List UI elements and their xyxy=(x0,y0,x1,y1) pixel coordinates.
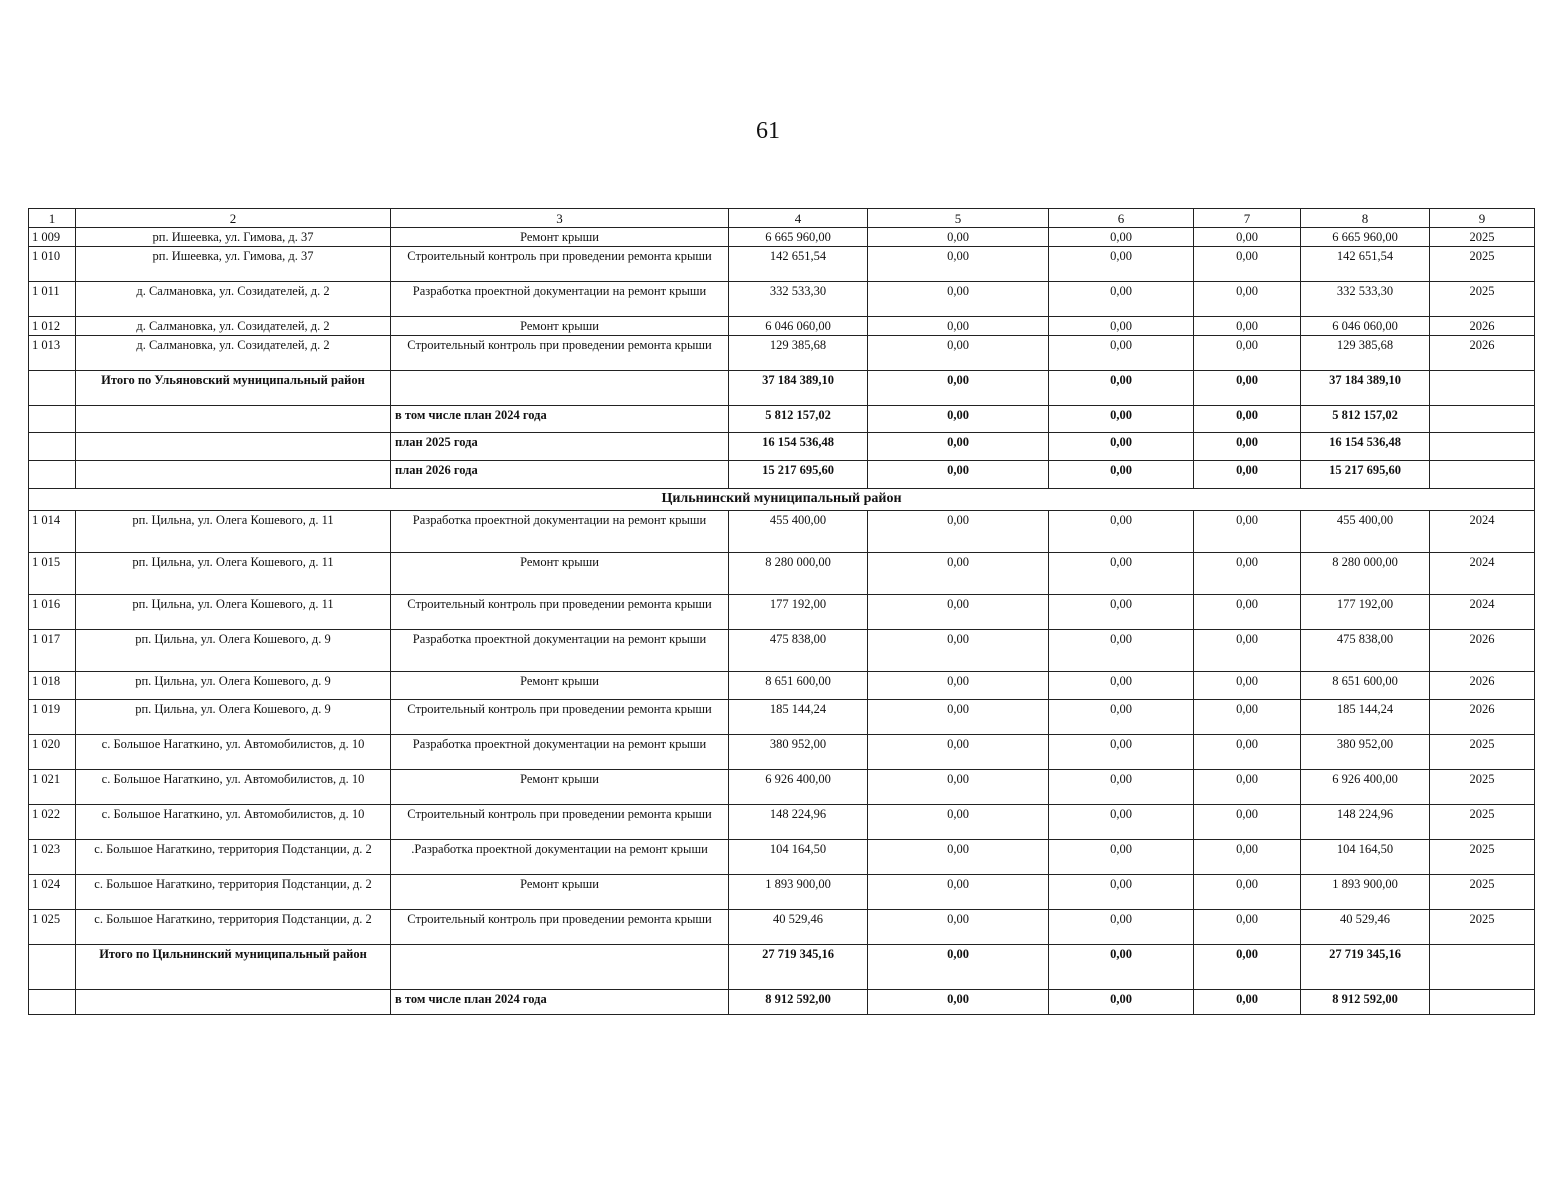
year xyxy=(1430,461,1535,489)
year xyxy=(1430,990,1535,1015)
subtotal-row xyxy=(29,406,1535,433)
year: 2025 xyxy=(1430,805,1535,840)
col-7-value: 0,00 xyxy=(1194,336,1301,371)
col-8-value: 37 184 389,10 xyxy=(1301,371,1430,406)
work-type xyxy=(391,371,729,406)
col-4-value: 5 812 157,02 xyxy=(729,406,868,433)
object-address: Итого по Цильнинский муниципальный район xyxy=(76,945,391,990)
row-number xyxy=(29,433,76,461)
year: 2025 xyxy=(1430,282,1535,317)
col-6-value: 0,00 xyxy=(1049,630,1194,672)
col-5-value: 0,00 xyxy=(868,461,1049,489)
col-5-value: 0,00 xyxy=(868,282,1049,317)
year: 2024 xyxy=(1430,553,1535,595)
row-number: 1 021 xyxy=(29,770,76,805)
col-5-value: 0,00 xyxy=(868,840,1049,875)
col-6-value: 0,00 xyxy=(1049,805,1194,840)
col-5-value: 0,00 xyxy=(868,371,1049,406)
work-type: Строительный контроль при проведении ремонта крыши xyxy=(391,336,729,371)
col-6-value: 0,00 xyxy=(1049,371,1194,406)
section-title: Цильнинский муниципальный район xyxy=(29,489,1535,511)
year: 2025 xyxy=(1430,770,1535,805)
total-row xyxy=(29,371,1535,406)
col-5-value: 0,00 xyxy=(868,990,1049,1015)
year: 2026 xyxy=(1430,672,1535,700)
table-row xyxy=(29,317,1535,336)
row-number: 1 016 xyxy=(29,595,76,630)
year: 2025 xyxy=(1430,840,1535,875)
col-7-value: 0,00 xyxy=(1194,433,1301,461)
col-5-value: 0,00 xyxy=(868,228,1049,247)
col-5-value: 0,00 xyxy=(868,945,1049,990)
col-6-value: 0,00 xyxy=(1049,228,1194,247)
col-5-value: 0,00 xyxy=(868,336,1049,371)
col-5-value: 0,00 xyxy=(868,595,1049,630)
table-row xyxy=(29,840,1535,875)
col-4-value: 8 912 592,00 xyxy=(729,990,868,1015)
work-type: Разработка проектной документации на ремонт крыши xyxy=(391,511,729,553)
col-7-value: 0,00 xyxy=(1194,945,1301,990)
col-4-value: 16 154 536,48 xyxy=(729,433,868,461)
col-6-value: 0,00 xyxy=(1049,461,1194,489)
row-number: 1 024 xyxy=(29,875,76,910)
row-number: 1 015 xyxy=(29,553,76,595)
col-5-value: 0,00 xyxy=(868,406,1049,433)
table-row xyxy=(29,553,1535,595)
work-type: Ремонт крыши xyxy=(391,770,729,805)
col-4-value: 6 665 960,00 xyxy=(729,228,868,247)
col-5-value: 0,00 xyxy=(868,630,1049,672)
col-6-value: 0,00 xyxy=(1049,700,1194,735)
col-7-value: 0,00 xyxy=(1194,406,1301,433)
row-number: 1 014 xyxy=(29,511,76,553)
work-type: в том числе план 2024 года xyxy=(391,990,729,1015)
work-type: Ремонт крыши xyxy=(391,228,729,247)
year xyxy=(1430,406,1535,433)
col-6-value: 0,00 xyxy=(1049,735,1194,770)
work-type: .Разработка проектной документации на ремонт крыши xyxy=(391,840,729,875)
col-7-value: 0,00 xyxy=(1194,247,1301,282)
col-8-value: 5 812 157,02 xyxy=(1301,406,1430,433)
col-4-value: 177 192,00 xyxy=(729,595,868,630)
column-number: 9 xyxy=(1430,209,1535,228)
col-8-value: 15 217 695,60 xyxy=(1301,461,1430,489)
work-type: Ремонт крыши xyxy=(391,553,729,595)
col-6-value: 0,00 xyxy=(1049,990,1194,1015)
object-address: рп. Цильна, ул. Олега Кошевого, д. 11 xyxy=(76,595,391,630)
col-4-value: 380 952,00 xyxy=(729,735,868,770)
subtotal-row xyxy=(29,990,1535,1015)
object-address: с. Большое Нагаткино, ул. Автомобилистов, д. 10 xyxy=(76,735,391,770)
col-8-value: 6 665 960,00 xyxy=(1301,228,1430,247)
table-row xyxy=(29,630,1535,672)
row-number xyxy=(29,461,76,489)
object-address xyxy=(76,406,391,433)
row-number: 1 011 xyxy=(29,282,76,317)
year: 2025 xyxy=(1430,247,1535,282)
column-number: 4 xyxy=(729,209,868,228)
work-type: план 2026 года xyxy=(391,461,729,489)
year: 2025 xyxy=(1430,910,1535,945)
year: 2025 xyxy=(1430,735,1535,770)
section-header-row xyxy=(29,489,1535,511)
col-8-value: 6 926 400,00 xyxy=(1301,770,1430,805)
object-address: рп. Цильна, ул. Олега Кошевого, д. 11 xyxy=(76,511,391,553)
col-8-value: 475 838,00 xyxy=(1301,630,1430,672)
col-4-value: 37 184 389,10 xyxy=(729,371,868,406)
col-8-value: 6 046 060,00 xyxy=(1301,317,1430,336)
col-7-value: 0,00 xyxy=(1194,317,1301,336)
col-6-value: 0,00 xyxy=(1049,672,1194,700)
table-row xyxy=(29,228,1535,247)
col-7-value: 0,00 xyxy=(1194,553,1301,595)
row-number: 1 025 xyxy=(29,910,76,945)
col-4-value: 15 217 695,60 xyxy=(729,461,868,489)
col-6-value: 0,00 xyxy=(1049,282,1194,317)
col-6-value: 0,00 xyxy=(1049,336,1194,371)
table-row xyxy=(29,910,1535,945)
row-number: 1 020 xyxy=(29,735,76,770)
object-address: рп. Цильна, ул. Олега Кошевого, д. 9 xyxy=(76,630,391,672)
col-7-value: 0,00 xyxy=(1194,511,1301,553)
col-7-value: 0,00 xyxy=(1194,630,1301,672)
year: 2024 xyxy=(1430,595,1535,630)
col-6-value: 0,00 xyxy=(1049,840,1194,875)
work-type: Строительный контроль при проведении ремонта крыши xyxy=(391,700,729,735)
col-7-value: 0,00 xyxy=(1194,910,1301,945)
col-8-value: 8 912 592,00 xyxy=(1301,990,1430,1015)
col-4-value: 148 224,96 xyxy=(729,805,868,840)
row-number: 1 012 xyxy=(29,317,76,336)
col-5-value: 0,00 xyxy=(868,805,1049,840)
column-number: 8 xyxy=(1301,209,1430,228)
col-4-value: 129 385,68 xyxy=(729,336,868,371)
col-4-value: 8 651 600,00 xyxy=(729,672,868,700)
col-4-value: 104 164,50 xyxy=(729,840,868,875)
column-number: 5 xyxy=(868,209,1049,228)
work-type: Строительный контроль при проведении ремонта крыши xyxy=(391,247,729,282)
year xyxy=(1430,433,1535,461)
col-8-value: 332 533,30 xyxy=(1301,282,1430,317)
year xyxy=(1430,371,1535,406)
object-address: с. Большое Нагаткино, территория Подстанции, д. 2 xyxy=(76,875,391,910)
col-5-value: 0,00 xyxy=(868,700,1049,735)
object-address xyxy=(76,461,391,489)
roof-repair-plan-table xyxy=(28,208,1535,1015)
year: 2026 xyxy=(1430,630,1535,672)
table-row xyxy=(29,700,1535,735)
col-8-value: 380 952,00 xyxy=(1301,735,1430,770)
col-7-value: 0,00 xyxy=(1194,672,1301,700)
col-7-value: 0,00 xyxy=(1194,595,1301,630)
row-number: 1 010 xyxy=(29,247,76,282)
col-5-value: 0,00 xyxy=(868,433,1049,461)
object-address: рп. Ишеевка, ул. Гимова, д. 37 xyxy=(76,247,391,282)
col-6-value: 0,00 xyxy=(1049,247,1194,282)
work-type: план 2025 года xyxy=(391,433,729,461)
row-number: 1 022 xyxy=(29,805,76,840)
col-8-value: 40 529,46 xyxy=(1301,910,1430,945)
object-address: д. Салмановка, ул. Созидателей, д. 2 xyxy=(76,282,391,317)
table-row xyxy=(29,735,1535,770)
col-6-value: 0,00 xyxy=(1049,317,1194,336)
col-7-value: 0,00 xyxy=(1194,840,1301,875)
col-4-value: 6 926 400,00 xyxy=(729,770,868,805)
col-6-value: 0,00 xyxy=(1049,945,1194,990)
col-5-value: 0,00 xyxy=(868,247,1049,282)
col-7-value: 0,00 xyxy=(1194,770,1301,805)
col-8-value: 177 192,00 xyxy=(1301,595,1430,630)
col-6-value: 0,00 xyxy=(1049,511,1194,553)
row-number: 1 017 xyxy=(29,630,76,672)
row-number xyxy=(29,990,76,1015)
table-row xyxy=(29,595,1535,630)
year: 2026 xyxy=(1430,317,1535,336)
object-address: рп. Цильна, ул. Олега Кошевого, д. 11 xyxy=(76,553,391,595)
col-4-value: 475 838,00 xyxy=(729,630,868,672)
col-4-value: 332 533,30 xyxy=(729,282,868,317)
col-7-value: 0,00 xyxy=(1194,228,1301,247)
col-6-value: 0,00 xyxy=(1049,406,1194,433)
work-type: Строительный контроль при проведении ремонта крыши xyxy=(391,805,729,840)
subtotal-row xyxy=(29,433,1535,461)
row-number: 1 013 xyxy=(29,336,76,371)
col-5-value: 0,00 xyxy=(868,770,1049,805)
col-8-value: 27 719 345,16 xyxy=(1301,945,1430,990)
work-type: Ремонт крыши xyxy=(391,317,729,336)
row-number xyxy=(29,371,76,406)
work-type: Ремонт крыши xyxy=(391,875,729,910)
col-7-value: 0,00 xyxy=(1194,461,1301,489)
table-row xyxy=(29,336,1535,371)
object-address: с. Большое Нагаткино, ул. Автомобилистов, д. 10 xyxy=(76,770,391,805)
work-type xyxy=(391,945,729,990)
column-number-row xyxy=(29,209,1535,228)
table-row xyxy=(29,770,1535,805)
page-number: 61 xyxy=(756,118,780,144)
col-7-value: 0,00 xyxy=(1194,735,1301,770)
object-address: рп. Цильна, ул. Олега Кошевого, д. 9 xyxy=(76,700,391,735)
col-5-value: 0,00 xyxy=(868,735,1049,770)
object-address: с. Большое Нагаткино, территория Подстанции, д. 2 xyxy=(76,910,391,945)
col-8-value: 148 224,96 xyxy=(1301,805,1430,840)
table-row xyxy=(29,875,1535,910)
col-6-value: 0,00 xyxy=(1049,770,1194,805)
col-4-value: 455 400,00 xyxy=(729,511,868,553)
subtotal-row xyxy=(29,461,1535,489)
col-4-value: 27 719 345,16 xyxy=(729,945,868,990)
object-address: Итого по Ульяновский муниципальный район xyxy=(76,371,391,406)
col-6-value: 0,00 xyxy=(1049,910,1194,945)
column-number: 7 xyxy=(1194,209,1301,228)
col-7-value: 0,00 xyxy=(1194,700,1301,735)
table-row xyxy=(29,247,1535,282)
col-4-value: 1 893 900,00 xyxy=(729,875,868,910)
year: 2024 xyxy=(1430,511,1535,553)
col-5-value: 0,00 xyxy=(868,672,1049,700)
column-number: 3 xyxy=(391,209,729,228)
col-6-value: 0,00 xyxy=(1049,595,1194,630)
col-5-value: 0,00 xyxy=(868,553,1049,595)
col-7-value: 0,00 xyxy=(1194,805,1301,840)
col-4-value: 40 529,46 xyxy=(729,910,868,945)
col-8-value: 8 651 600,00 xyxy=(1301,672,1430,700)
col-4-value: 185 144,24 xyxy=(729,700,868,735)
table-row xyxy=(29,672,1535,700)
work-type: в том числе план 2024 года xyxy=(391,406,729,433)
col-7-value: 0,00 xyxy=(1194,282,1301,317)
work-type: Ремонт крыши xyxy=(391,672,729,700)
year: 2026 xyxy=(1430,336,1535,371)
object-address: с. Большое Нагаткино, территория Подстанции, д. 2 xyxy=(76,840,391,875)
table-row xyxy=(29,805,1535,840)
year: 2025 xyxy=(1430,875,1535,910)
column-number: 6 xyxy=(1049,209,1194,228)
col-5-value: 0,00 xyxy=(868,875,1049,910)
object-address: д. Салмановка, ул. Созидателей, д. 2 xyxy=(76,317,391,336)
object-address: с. Большое Нагаткино, ул. Автомобилистов, д. 10 xyxy=(76,805,391,840)
column-number: 1 xyxy=(29,209,76,228)
total-row xyxy=(29,945,1535,990)
col-7-value: 0,00 xyxy=(1194,990,1301,1015)
year: 2025 xyxy=(1430,228,1535,247)
column-number: 2 xyxy=(76,209,391,228)
row-number: 1 018 xyxy=(29,672,76,700)
col-6-value: 0,00 xyxy=(1049,875,1194,910)
col-8-value: 1 893 900,00 xyxy=(1301,875,1430,910)
work-type: Разработка проектной документации на ремонт крыши xyxy=(391,735,729,770)
row-number: 1 019 xyxy=(29,700,76,735)
col-4-value: 8 280 000,00 xyxy=(729,553,868,595)
work-type: Строительный контроль при проведении ремонта крыши xyxy=(391,910,729,945)
row-number: 1 009 xyxy=(29,228,76,247)
col-5-value: 0,00 xyxy=(868,910,1049,945)
col-4-value: 142 651,54 xyxy=(729,247,868,282)
col-6-value: 0,00 xyxy=(1049,553,1194,595)
col-8-value: 8 280 000,00 xyxy=(1301,553,1430,595)
col-4-value: 6 046 060,00 xyxy=(729,317,868,336)
object-address xyxy=(76,990,391,1015)
col-8-value: 455 400,00 xyxy=(1301,511,1430,553)
row-number: 1 023 xyxy=(29,840,76,875)
work-type: Разработка проектной документации на ремонт крыши xyxy=(391,630,729,672)
table-row xyxy=(29,282,1535,317)
col-8-value: 16 154 536,48 xyxy=(1301,433,1430,461)
col-7-value: 0,00 xyxy=(1194,875,1301,910)
object-address: д. Салмановка, ул. Созидателей, д. 2 xyxy=(76,336,391,371)
row-number xyxy=(29,945,76,990)
table-row xyxy=(29,511,1535,553)
col-8-value: 142 651,54 xyxy=(1301,247,1430,282)
col-8-value: 129 385,68 xyxy=(1301,336,1430,371)
col-8-value: 185 144,24 xyxy=(1301,700,1430,735)
work-type: Разработка проектной документации на ремонт крыши xyxy=(391,282,729,317)
year: 2026 xyxy=(1430,700,1535,735)
object-address: рп. Ишеевка, ул. Гимова, д. 37 xyxy=(76,228,391,247)
object-address xyxy=(76,433,391,461)
col-7-value: 0,00 xyxy=(1194,371,1301,406)
col-8-value: 104 164,50 xyxy=(1301,840,1430,875)
work-type: Строительный контроль при проведении ремонта крыши xyxy=(391,595,729,630)
col-6-value: 0,00 xyxy=(1049,433,1194,461)
col-5-value: 0,00 xyxy=(868,317,1049,336)
col-5-value: 0,00 xyxy=(868,511,1049,553)
object-address: рп. Цильна, ул. Олега Кошевого, д. 9 xyxy=(76,672,391,700)
year xyxy=(1430,945,1535,990)
row-number xyxy=(29,406,76,433)
